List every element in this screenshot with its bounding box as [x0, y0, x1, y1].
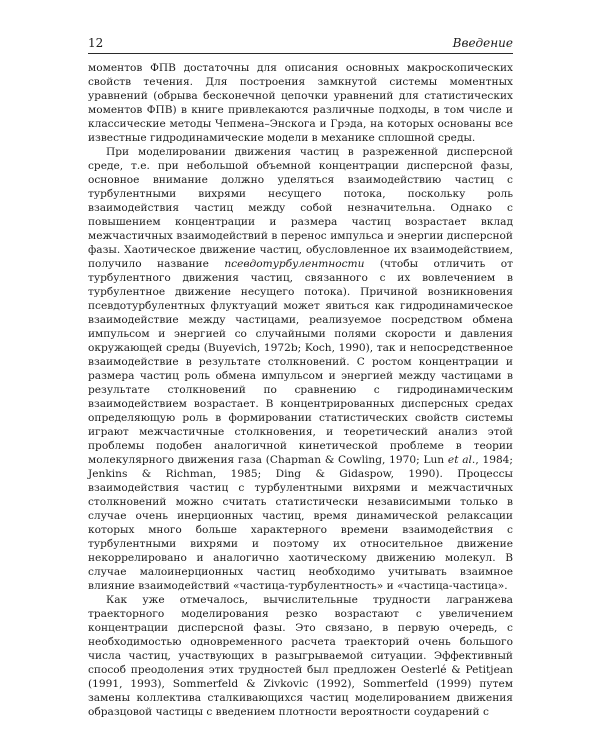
body-text [88, 61, 513, 719]
paragraph-2: При моделировании движения частиц в разреженной дисперсной среде, т.е. при небольшой объемной концентрации дисперсной фазы, основное внимание должно уделяться взаимодействию частиц с турбулентными вихрями несущего потока, поскольку роль взаимодействия частиц между собой незначительна. Однако с повышением концентрации и размера частиц возрастает вклад межчастичных взаимодействий в перенос импульса и энергии дисперсной фазы. Хаотическое движение частиц, обусловленное их взаимодействием, получило название псевдотурбулентности (чтобы отличить от турбулентного движения частиц, связанного с их вовлечением в турбулентное движение несущего потока). Причиной возникновения псевдотурбулентных флуктуаций может явиться как гидродинамическое взаимодействие между частицами, реализуемое посредством обмена импульсом и энергией со случайными полями скорости и давления окружающей среды (Buyevich, 1972b; Koch, 1990), так и непосредственное взаимодействие в результате столкновений. С ростом концентрации и размера частиц роль обмена импульсом и энергией между частицами в результате столкновений по сравнению с гидродинамическим взаимодействием возрастает. В концентрированных дисперсных средах определяющую роль в формировании статистических свойств системы играют межчастичные столкновения, и теоретический анализ этой проблемы подобен аналогичной кинетической проблеме в теории молекулярного движения газа (Chapman & Cowling, 1970; Lun et al., 1984; Jenkins & Richman, 1985; Ding & Gidaspow, 1990). Процессы взаимодействия частиц с турбулентными вихрями и межчастичных столкновений можно считать статистически независимыми только в случае очень инерционных частиц, время динамической релаксации которых много больше характерного времени взаимодействия с турбулентными вихрями и поэтому их относительное движение некоррелировано и аналогично хаотическому движению молекул. В случае малоинерционных частиц необходимо учитывать взаимное влияние взаимодействий «частица-турбулентность» и «частица-частица». [88, 146, 513, 592]
paragraph-1: моментов ФПВ достаточны для описания основных макроскопических свойств течения. Для построения замкнутой системы моментных уравнений (обрыва бесконечной цепочки уравнений для статистических моментов ФПВ) в книге привлекаются различные подходы, в том числе и классические методы Чепмена–Энскога и Грэда, на которых основаны все известные гидродинамические модели в механике сплошной среды. [88, 62, 513, 144]
et-al-citation: et al. [447, 454, 476, 466]
paragraph-3: Как уже отмечалось, вычислительные трудности лагранжева траекторного моделирования резко возрастают с увеличением концентрации дисперсной фазы. Это связано, в первую очередь, с необходимостью одновременного расчета траекторий очень большого числа частиц, участвующих в разыгрываемой ситуации. Эффективный способ преодоления этих трудностей был предложен Oesterlé & Petitjean (1991, 1993), Sommerfeld & Zivkovic (1992), Sommerfeld (1999) путем замены коллектива сталкивающихся частиц моделированием движения образцовой частицы с введением плотности вероятности соударений с [88, 594, 513, 718]
running-title: Введение [452, 36, 513, 50]
header-rule [88, 53, 513, 54]
page-number: 12 [88, 36, 104, 50]
term-pseudoturbulence: псевдотурбулентности [224, 258, 365, 270]
page-header [88, 35, 513, 51]
